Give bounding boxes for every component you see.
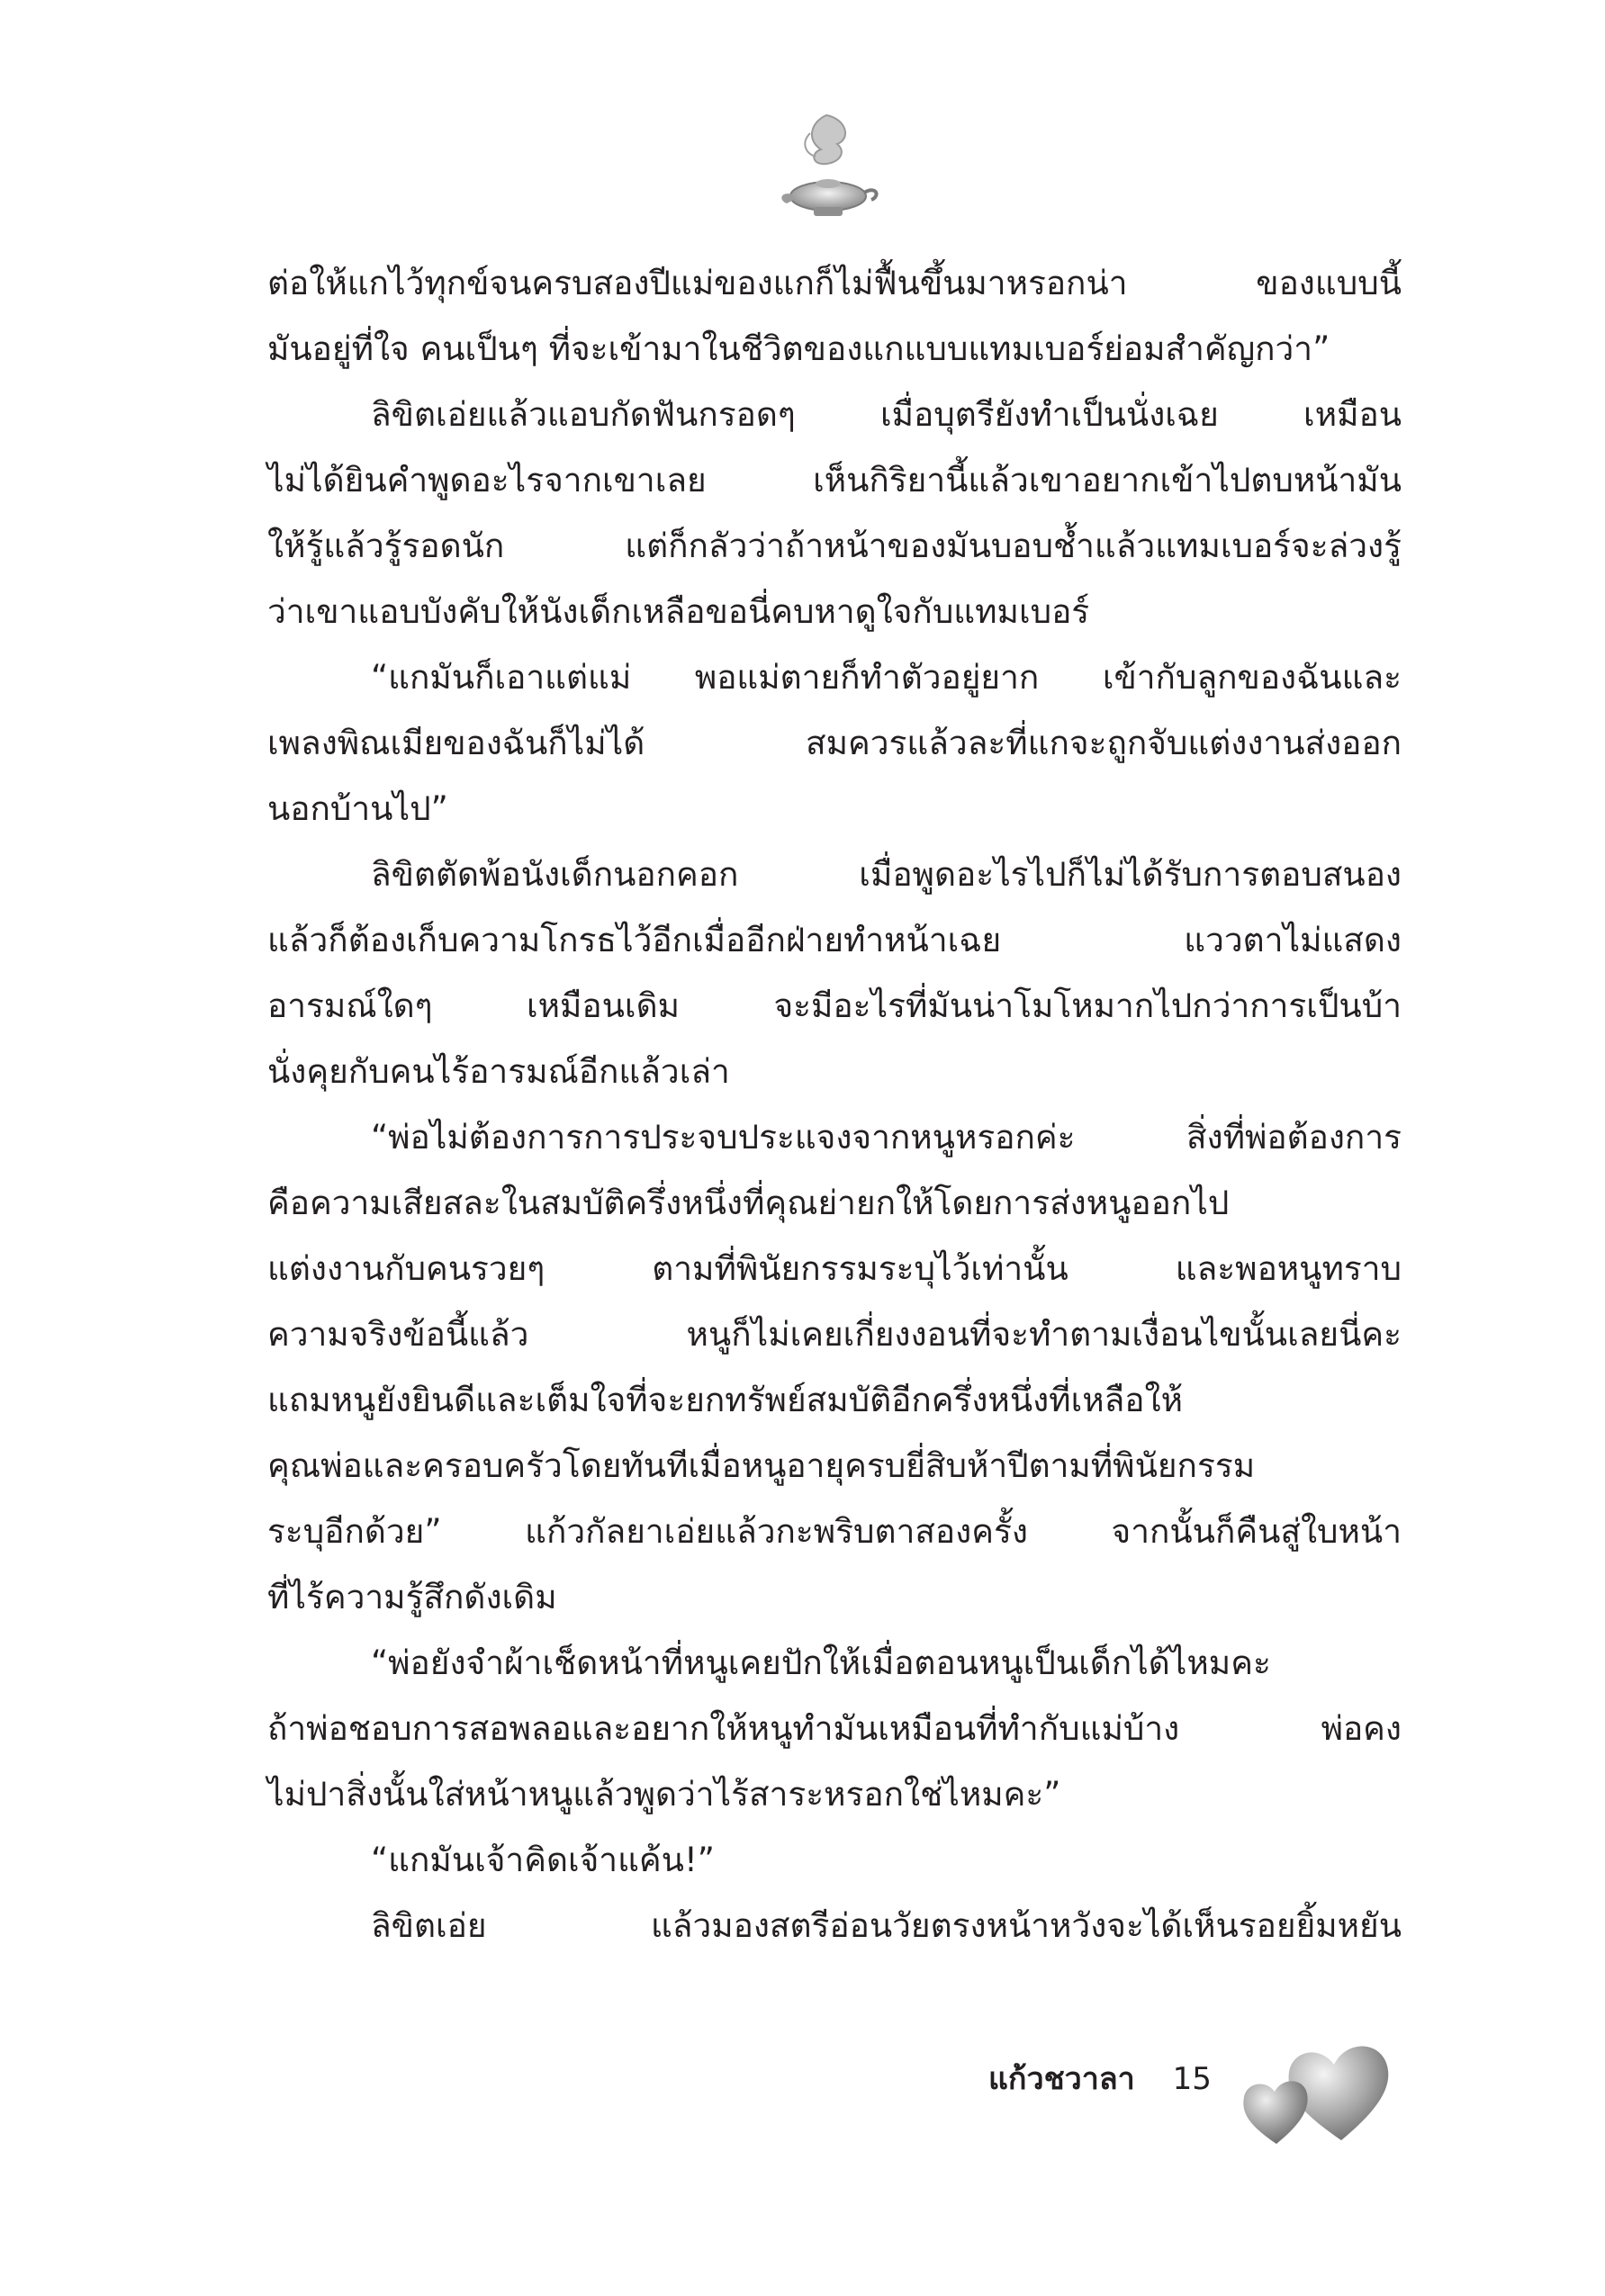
magic-lamp-icon: [774, 106, 882, 232]
text-line: นอกบ้านไป”: [267, 789, 448, 828]
book-title: แก้วชวาลา: [988, 2061, 1135, 2097]
text-line: คือความเสียสละในสมบัติครึ่งหนึ่งที่คุณย่ายกให้โดยการส่งหนูออกไป: [267, 1184, 1230, 1222]
hearts-icon: [1233, 2025, 1413, 2151]
text-line: ไม่ปาสิ่งนั้นใส่หน้าหนูแล้วพูดว่าไร้สาระหรอกใช่ไหมคะ”: [267, 1775, 1061, 1814]
text-line: “พ่อไม่ต้องการการประจบประแจงจากหนูหรอกค่ะ สิ่งที่พ่อต้องการ: [371, 1118, 1402, 1157]
text-line: มันอยู่ที่ใจ คนเป็นๆ ที่จะเข้ามาในชีวิตของแกแบบแทมเบอร์ย่อมสำคัญกว่า”: [267, 329, 1330, 368]
body-text: [267, 250, 1402, 1958]
text-line: ระบุอีกด้วย” แก้วกัลยาเอ่ยแล้วกะพริบตาสองครั้ง จากนั้นก็คืนสู่ใบหน้า: [267, 1512, 1402, 1551]
text-line: ไม่ได้ยินคำพูดอะไรจากเขาเลย เห็นกิริยานี้แล้วเขาอยากเข้าไปตบหน้ามัน: [267, 461, 1402, 500]
text-line: ลิขิตตัดพ้อนังเด็กนอกคอก เมื่อพูดอะไรไปก็ไม่ได้รับการตอบสนอง: [371, 855, 1402, 894]
text-line: “แกมันก็เอาแต่แม่ พอแม่ตายก็ทำตัวอยู่ยาก เข้ากับลูกของฉันและ: [371, 658, 1402, 697]
text-line: ให้รู้แล้วรู้รอดนัก แต่ก็กลัวว่าถ้าหน้าของมันบอบช้ำแล้วแทมเบอร์จะล่วงรู้: [267, 527, 1402, 565]
text-line: ว่าเขาแอบบังคับให้นังเด็กเหลือขอนี่คบหาดูใจกับแทมเบอร์: [267, 592, 1090, 631]
text-line: ความจริงข้อนี้แล้ว หนูก็ไม่เคยเกี่ยงงอนที่จะทำตามเงื่อนไขนั้นเลยนี่คะ: [267, 1315, 1402, 1354]
text-line: ลิขิตเอ่ยแล้วแอบกัดฟันกรอดๆ เมื่อบุตรียังทำเป็นนั่งเฉย เหมือน: [371, 395, 1402, 434]
text-line: “แกมันเจ้าคิดเจ้าแค้น!”: [371, 1841, 715, 1879]
page-footer: [988, 2054, 1212, 2102]
text-line: อารมณ์ใดๆ เหมือนเดิม จะมีอะไรที่มันน่าโมโหมากไปกว่าการเป็นบ้า: [267, 986, 1402, 1025]
text-line: “พ่อยังจำผ้าเช็ดหน้าที่หนูเคยปักให้เมื่อตอนหนูเป็นเด็กได้ไหมคะ: [371, 1643, 1271, 1682]
text-line: นั่งคุยกับคนไร้อารมณ์อีกแล้วเล่า: [267, 1052, 730, 1091]
text-line: ต่อให้แกไว้ทุกข์จนครบสองปีแม่ของแกก็ไม่ฟื้นขึ้นมาหรอกน่า ของแบบนี้: [267, 264, 1402, 302]
text-line: แล้วก็ต้องเก็บความโกรธไว้อีกเมื่ออีกฝ่ายทำหน้าเฉย แววตาไม่แสดง: [267, 921, 1402, 959]
text-line: แถมหนูยังยินดีและเต็มใจที่จะยกทรัพย์สมบัติอีกครึ่งหนึ่งที่เหลือให้: [267, 1381, 1183, 1419]
text-line: เพลงพิณเมียของฉันก็ไม่ได้ สมควรแล้วละที่แกจะถูกจับแต่งงานส่งออก: [267, 724, 1402, 762]
text-line: ที่ไร้ความรู้สึกดังเดิม: [267, 1578, 557, 1616]
text-line: คุณพ่อและครอบครัวโดยทันทีเมื่อหนูอายุครบยี่สิบห้าปีตามที่พินัยกรรม: [267, 1446, 1256, 1485]
text-line: ถ้าพ่อชอบการสอพลอและอยากให้หนูทำมันเหมือนที่ทำกับแม่บ้าง พ่อคง: [267, 1709, 1402, 1748]
page-number: 15: [1172, 2061, 1212, 2097]
text-line: ลิขิตเอ่ย แล้วมองสตรีอ่อนวัยตรงหน้าหวังจะได้เห็นรอยยิ้มหยัน: [371, 1906, 1402, 1945]
text-line: แต่งงานกับคนรวยๆ ตามที่พินัยกรรมระบุไว้เท่านั้น และพอหนูทราบ: [267, 1249, 1402, 1288]
